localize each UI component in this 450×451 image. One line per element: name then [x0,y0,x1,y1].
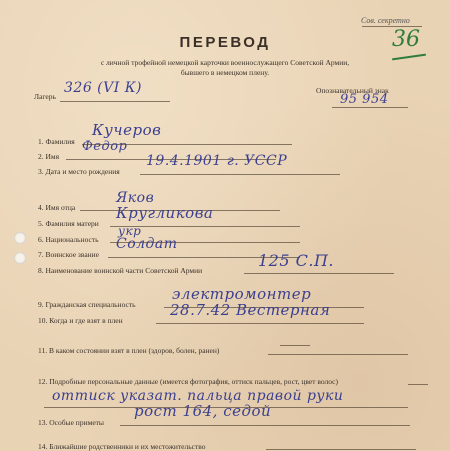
field-3-value: 19.4.1901 г. УССР [146,153,288,169]
field-10-label: 10. Когда и где взят в плен [38,316,123,325]
field-1-value: Кучеров [92,121,162,139]
field-5-value: Кругликова [116,204,214,222]
field-2-value: Федор [82,139,128,154]
field-7-label: 7. Воинское звание [38,250,100,259]
identity-mark-line [332,107,408,108]
camp-label: Лагерь [34,92,56,101]
field-12-line [408,384,428,385]
punch-hole [14,252,26,264]
field-1-label: 1. Фамилия [38,137,75,146]
camp-line [60,101,170,102]
secret-stamp: Сов. секретно [361,16,410,25]
field-8-value: 125 С.П. [258,251,334,270]
field-10-line [156,323,364,324]
archive-number: 36 [392,27,420,52]
field-5-label: 5. Фамилия матери [38,219,99,228]
field-8-label: 8. Наименование воинской части Советской Армии [38,266,203,275]
field-12-label: 12. Подробные персональные данные (имеется фотография, оттиск пальцев, рост, цвет волос) [38,377,338,386]
identity-mark-label: Опознавательный знак [316,86,389,95]
camp-value: 326 (VI К) [64,80,143,96]
field-11-line [268,354,408,355]
document-title: ПЕРЕВОД [179,34,271,51]
field-3-label: 3. Дата и место рождения [38,167,120,176]
field-2-label: 2. Имя [38,152,60,161]
field-4-value: Яков [116,190,155,206]
identity-mark-value: 95 954 [340,92,389,107]
field-13-label: 13. Особые приметы [38,418,104,427]
field-3-line [140,174,340,175]
field-14-label: 14. Ближайшие родственники и их местожительство [38,442,206,451]
field-11-label: 11. В каком состоянии взят в плен (здоров, болен, ранен) [38,346,220,355]
field-9-label: 9. Гражданская специальность [38,300,136,309]
field-13-line [120,425,410,426]
field-6-value: укр [118,224,142,238]
field-4-label: 4. Имя отца [38,203,76,212]
field-6-label: 6. Национальность [38,235,99,244]
document-subtitle-line1: с личной трофейной немецкой карточки военнослужащего Советской Армии, [100,58,350,67]
field-7-value: Солдат [116,236,178,252]
document-subtitle-line2: бывшего в немецком плену. [180,68,270,77]
field-11-dash [280,345,310,346]
field-9-value: электромонтер [172,285,312,303]
field-10-value: 28.7.42 Вестерная [170,301,331,319]
field-13-value: рост 164, седой [134,402,272,420]
punch-hole [14,232,26,244]
field-8-line [244,273,394,274]
field-12-value: оттиск указат. пальца правой руки [52,388,344,404]
